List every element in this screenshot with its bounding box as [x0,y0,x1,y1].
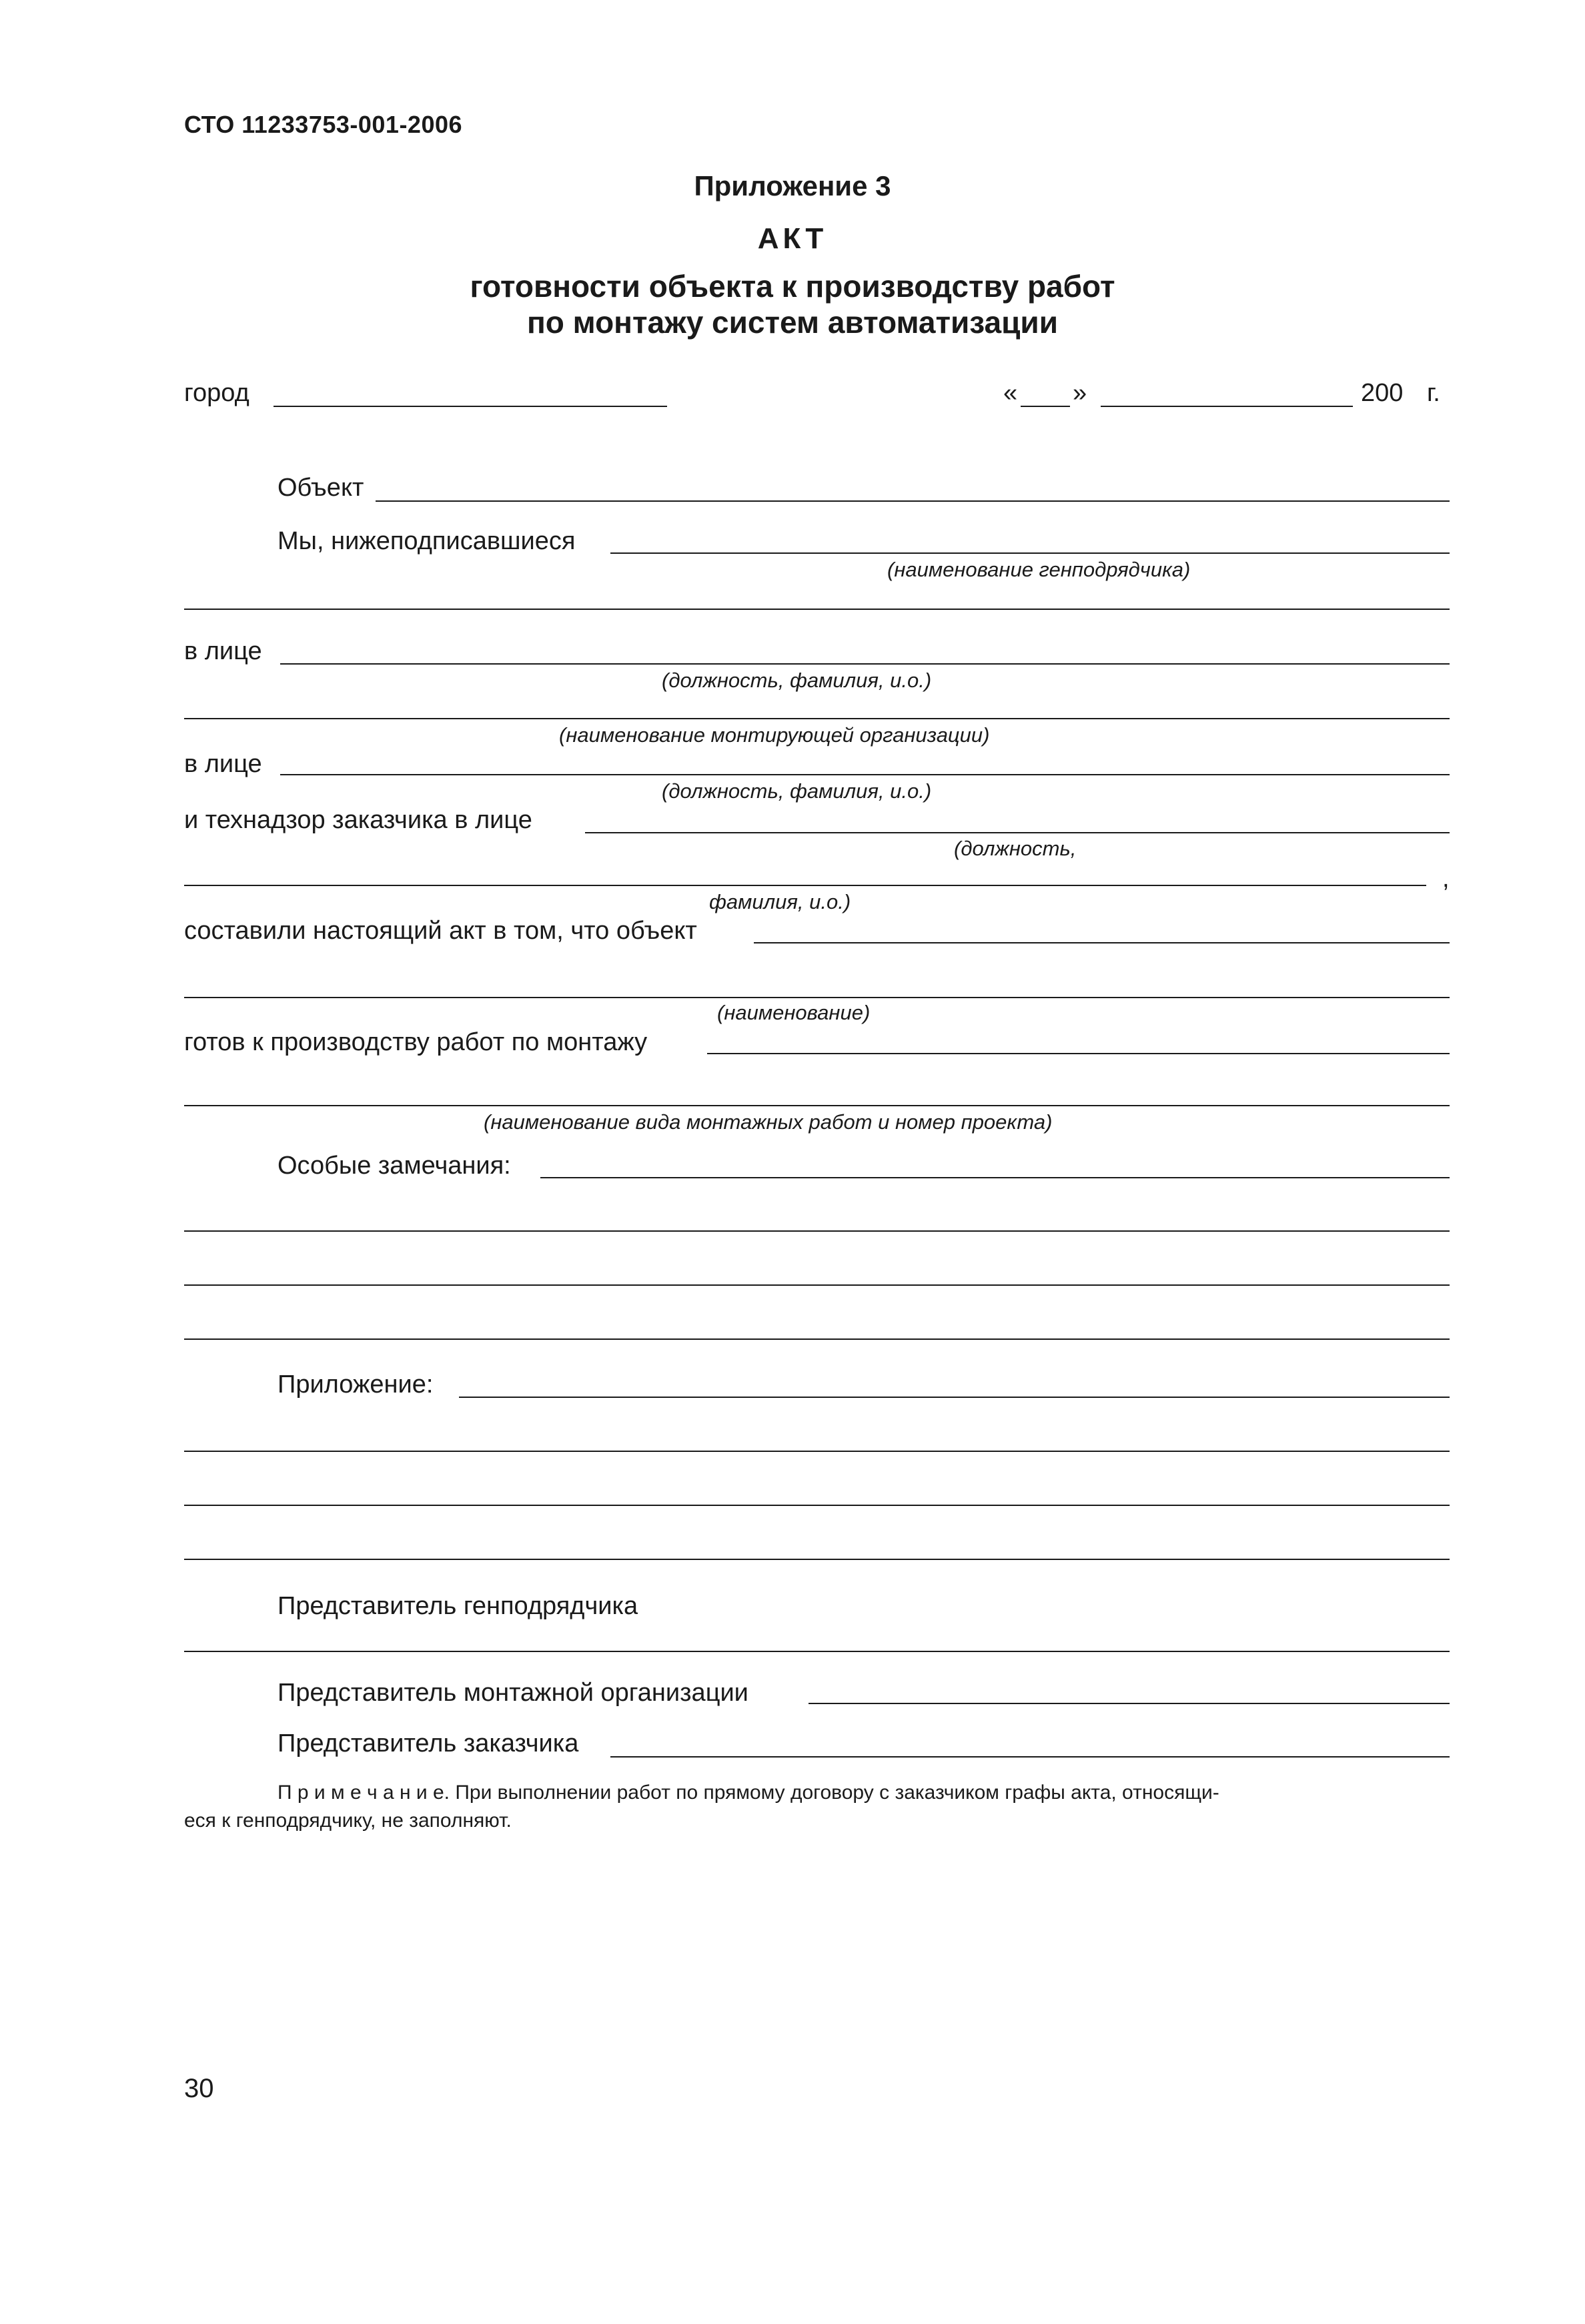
comma: , [1442,865,1450,893]
remarks-line-2[interactable] [184,1230,1450,1232]
note-text-2: еся к генподрядчику, не заполняют. [184,1810,512,1832]
note-line-1 [278,1782,1219,1804]
signature-customer-label: Представитель заказчика [278,1729,579,1758]
city-label: город [184,379,249,407]
month-field-line[interactable] [1101,406,1353,407]
signature-installer-line[interactable] [809,1703,1450,1704]
in-person-field-line-1[interactable] [280,663,1450,665]
hint-position-2: (должность, фамилия, и.о.) [662,779,932,803]
remarks-label: Особые замечания: [278,1152,511,1180]
day-field-line[interactable] [1021,406,1070,407]
appendix-title: Приложение 3 [694,170,891,202]
in-person-field-line-2[interactable] [280,774,1450,775]
attachment-field-line[interactable] [459,1397,1450,1398]
hint-position-3a: (должность, [954,837,1077,860]
undersigned-label: Мы, нижеподписавшиеся [278,527,576,555]
ready-field-line[interactable] [707,1053,1450,1054]
city-field-line[interactable] [274,406,667,407]
installing-org-line[interactable] [184,718,1450,719]
undersigned-field-line[interactable] [610,552,1450,554]
note-label: П р и м е ч а н и е. [278,1782,450,1804]
tech-supervision-line-2[interactable] [184,885,1426,886]
signature-general-line[interactable] [184,1651,1450,1652]
in-person-label-2: в лице [184,750,262,778]
hint-position-1: (должность, фамилия, и.о.) [662,669,932,692]
composed-field-line[interactable] [754,942,1450,943]
attachment-line-4[interactable] [184,1559,1450,1560]
act-subtitle-line-1: готовности объекта к производству работ [470,269,1115,304]
hint-work-type: (наименование вида монтажных работ и номер проекта) [484,1110,1053,1134]
note-text-1: При выполнении работ по прямому договору с заказчиком графы акта, относящи- [450,1782,1219,1804]
attachment-line-2[interactable] [184,1451,1450,1452]
object-field-line[interactable] [376,500,1450,502]
year-suffix: г. [1427,379,1440,407]
object-label: Объект [278,474,364,502]
hint-general-contractor: (наименование генподрядчика) [887,558,1191,581]
object-name-line[interactable] [184,997,1450,998]
hint-position-3b: фамилия, и.о.) [709,890,851,913]
signature-customer-line[interactable] [610,1756,1450,1758]
signature-general-label: Представитель генподрядчика [278,1592,638,1620]
general-contractor-line[interactable] [184,609,1450,610]
tech-supervision-field-line[interactable] [585,832,1450,833]
remarks-line-4[interactable] [184,1338,1450,1340]
in-person-label-1: в лице [184,637,262,665]
quote-open: « [1003,379,1018,407]
signature-installer-label: Представитель монтажной организации [278,1679,748,1707]
year-prefix: 200 [1361,379,1404,407]
document-code: СТО 11233753-001-2006 [184,111,463,138]
composed-label: составили настоящий акт в том, что объект [184,917,697,945]
work-type-line[interactable] [184,1105,1450,1106]
remarks-line-3[interactable] [184,1284,1450,1286]
act-subtitle-line-2: по монтажу систем автоматизации [527,305,1058,340]
page-number: 30 [184,2074,214,2103]
hint-name: (наименование) [717,1001,871,1024]
attachment-line-3[interactable] [184,1505,1450,1506]
quote-close: » [1073,379,1087,407]
act-title: АКТ [757,222,828,255]
attachment-label: Приложение: [278,1371,434,1399]
ready-label: готов к производству работ по монтажу [184,1028,648,1056]
remarks-field-line[interactable] [540,1177,1450,1178]
hint-installing-org: (наименование монтирующей организации) [559,723,990,747]
tech-supervision-label: и технадзор заказчика в лице [184,806,532,834]
